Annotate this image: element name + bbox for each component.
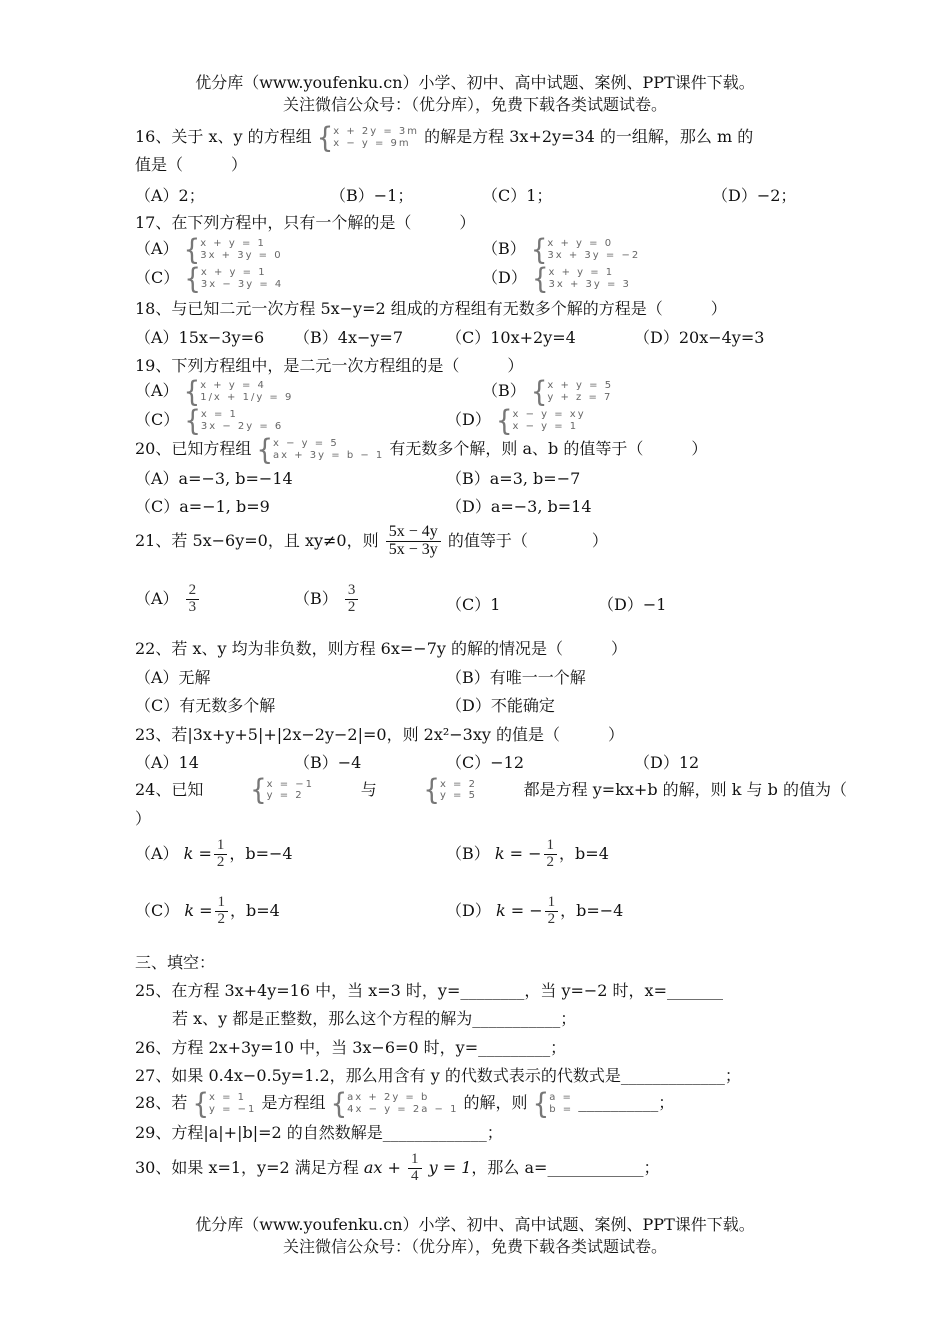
q18-stem: 18、与已知二元一次方程 5x−y=2 组成的方程组有无数多个解的方程是（ ） (135, 299, 727, 318)
q30-post-eq: y = 1 (428, 1157, 472, 1177)
q24-a-label: （A） (135, 843, 179, 863)
header-line-2: 关注微信公众号：（优分库），免费下载各类试题试卷。 (282, 95, 667, 114)
q19-b-eq2: y + z = 7 (547, 391, 613, 403)
q19-option-b (482, 375, 614, 408)
q21-option-c: （C）1 (446, 595, 501, 614)
q17-a-label: （A） (135, 239, 179, 258)
q20-pre: 20、已知方程组 (135, 439, 252, 458)
q23-option-c: （C）−12 (446, 753, 525, 772)
q30-frac (408, 1152, 422, 1185)
q24-a-frac (214, 838, 228, 871)
q16-line2: 值是（ ） (135, 155, 248, 174)
q28-system-3: { a = b = (532, 1087, 574, 1120)
q21-fraction (386, 524, 441, 559)
q24-b-k: k = − (494, 843, 542, 863)
q24-s1-eq1: x = −1 (266, 778, 315, 790)
q24-option-a (135, 838, 293, 871)
q19-a-eq2: 1/x + 1/y = 9 (200, 391, 294, 403)
q17-option-a (135, 233, 283, 266)
question-24 (135, 773, 847, 807)
q24-b-frac (544, 838, 558, 871)
q17-b-system: { x + y = 0 3x + 3y = −2 (530, 233, 641, 266)
q21-option-d: （D）−1 (598, 595, 667, 614)
q30-pre: 30、如果 x=1，y=2 满足方程 (135, 1157, 359, 1177)
q24-a-k: k = (183, 843, 212, 863)
q17-d-system: { x + y = 1 3x + 3y = 3 (531, 262, 631, 295)
q24-c-den: 2 (217, 910, 226, 927)
q17-a-system: { x + y = 1 3x + 3y = 0 (183, 233, 283, 266)
q24-s2-eq2: y = 5 (439, 790, 477, 801)
q21-b-den: 2 (347, 598, 356, 615)
q23-stem: 23、若|3x+y+5|+|2x−2y−2|=0，则 2x²−3xy 的值是（ ） (135, 725, 625, 744)
q24-c-k: k = (184, 900, 213, 920)
q17-d-label: （D） (482, 268, 527, 287)
q21-post: 的值等于（ ） (447, 530, 608, 550)
q16-option-d: （D）−2； (712, 186, 797, 205)
section-3-title: 三、填空： (135, 953, 216, 972)
q19-c-eq1: x = 1 (200, 409, 238, 420)
q19-a-system: { x + y = 4 1/x + 1/y = 9 (183, 375, 294, 408)
q24-s1-eq2: y = 2 (266, 790, 304, 801)
q17-c-eq1: x + y = 1 (200, 267, 267, 278)
q27: 27、如果 0.4x−0.5y=1.2，那么用含有 y 的代数式表示的代数式是_____________； (135, 1066, 741, 1085)
q24-a-num: 1 (214, 838, 228, 855)
q20-post: 有无数多个解，则 a、b 的值等于（ ） (389, 439, 708, 458)
q23-option-d: （D）12 (634, 753, 700, 772)
q22-option-b: （B）有唯一一个解 (446, 668, 586, 687)
q21-b-frac (345, 583, 359, 616)
q18-option-d: （D）20x−4y=3 (634, 328, 765, 347)
q21-a-num: 2 (186, 583, 200, 600)
q16-pre: 16、关于 x、y 的方程组 (135, 127, 312, 146)
q17-d-eq2: 3x + 3y = 3 (548, 278, 631, 290)
q19-a-label: （A） (135, 381, 179, 400)
q25-line1: 25、在方程 3x+4y=16 中，当 x=3 时，y=________，当 y=−2 时，x=_______ (135, 981, 723, 1000)
q21-pre: 21、若 5x−6y=0，且 xy≠0，则 (135, 530, 379, 550)
q16-option-c: （C）1； (482, 186, 553, 205)
q24-d-den: 2 (547, 910, 556, 927)
q28-blank: __________； (578, 1093, 675, 1112)
q16-post: 的解是方程 3x+2y=34 的一组解，那么 m 的 (424, 127, 754, 146)
q24-option-b (446, 838, 609, 871)
q17-option-c (135, 262, 284, 295)
q17-c-eq2: 3x − 3y = 4 (200, 278, 284, 290)
q24-d-frac (545, 895, 559, 928)
q18-option-c: （C）10x+2y=4 (446, 328, 576, 347)
q17-c-label: （C） (135, 268, 180, 287)
q21-a-frac (186, 583, 200, 616)
q20-option-d: （D）a=−3, b=14 (446, 497, 592, 516)
q28-s3-eq1: a = (549, 1092, 573, 1103)
q28-pre: 28、若 (135, 1093, 188, 1112)
q21-option-b (294, 583, 360, 616)
q21-a-label: （A） (135, 588, 179, 608)
q21-a-den: 3 (188, 598, 197, 615)
q16-eq1: x + 2y = 3m (333, 126, 420, 137)
q19-d-eq2: x − y = 1 (512, 420, 579, 432)
q28-s1-eq1: x = 1 (209, 1092, 247, 1103)
q19-c-eq2: 3x − 2y = 6 (200, 420, 284, 432)
q24-system-1: { x = −1 y = 2 (250, 773, 315, 807)
q28-mid: 是方程组 (261, 1093, 326, 1112)
q24-d-num: 1 (545, 895, 559, 912)
q28-s3-eq2: b = (549, 1103, 574, 1115)
q24-b-label: （B） (446, 843, 490, 863)
q30-post: ，那么 a=____________； (471, 1157, 660, 1177)
q24-post: 都是方程 y=kx+b 的解，则 k 与 b 的值为（ (523, 780, 847, 799)
q19-stem: 19、下列方程组中，是二元一次方程组的是（ ） (135, 356, 524, 375)
q28-s2-eq1: ax + 2y = b (347, 1092, 430, 1103)
q21-frac-den: 5x − 3y (388, 540, 438, 558)
q18-option-a: （A）15x−3y=6 (135, 328, 265, 347)
q30-den: 4 (411, 1167, 419, 1184)
q24-d-b: ，b=−4 (560, 900, 624, 920)
q16-option-a: （A）2； (135, 186, 205, 205)
q28-s2-eq2: 4x − y = 2a − 1 (347, 1103, 459, 1115)
q21-frac-num: 5x − 4y (386, 524, 441, 542)
q17-b-eq2: 3x + 3y = −2 (547, 249, 641, 261)
q24-d-label: （D） (446, 900, 491, 920)
q19-c-label: （C） (135, 410, 180, 429)
q19-b-label: （B） (482, 381, 526, 400)
q24-b-num: 1 (544, 838, 558, 855)
q24-c-frac (215, 895, 229, 928)
q24-a-den: 2 (216, 853, 225, 870)
q20-eq2: ax + 3y = b − 1 (273, 449, 385, 461)
q24-d-k: k = − (495, 900, 543, 920)
q24-c-label: （C） (135, 900, 180, 920)
q28-system-2: { ax + 2y = b 4x − y = 2a − 1 (330, 1087, 459, 1120)
q19-a-eq1: x + y = 4 (200, 380, 266, 391)
footer-line-1: 优分库（www.youfenku.cn）小学、初中、高中试题、案例、PPT课件下载。 (195, 1215, 755, 1234)
q28-system-1: { x = 1 y = −1 (192, 1087, 257, 1120)
q24-pre: 24、已知 (135, 780, 204, 799)
q24-c-b: ，b=4 (230, 900, 280, 920)
q20-option-a: （A）a=−3, b=−14 (135, 469, 293, 488)
q29: 29、方程|a|+|b|=2 的自然数解是_____________； (135, 1123, 503, 1142)
q18-option-b: （B）4x−y=7 (294, 328, 403, 347)
question-20 (135, 433, 708, 466)
q22-option-c: （C）有无数多个解 (135, 696, 276, 715)
q24-line2: ） (135, 809, 152, 828)
q30-num: 1 (408, 1152, 422, 1169)
q24-system-2: { x = 2 y = 5 (423, 773, 477, 807)
q24-option-c (135, 895, 280, 928)
q17-option-b (482, 233, 641, 266)
question-30 (135, 1152, 659, 1185)
q17-stem: 17、在下列方程中，只有一个解的是（ ） (135, 213, 476, 232)
q25-line2: 若 x、y 都是正整数，那么这个方程的解为___________； (172, 1009, 577, 1028)
q21-option-a (135, 583, 201, 616)
q17-c-system: { x + y = 1 3x − 3y = 4 (184, 262, 284, 295)
question-28 (135, 1087, 675, 1120)
q28-post: 的解，则 (463, 1093, 528, 1112)
q17-b-eq1: x + y = 0 (547, 238, 614, 249)
header-line-1: 优分库（www.youfenku.cn）小学、初中、高中试题、案例、PPT课件下载。 (195, 73, 755, 92)
q24-option-d (446, 895, 623, 928)
q19-d-label: （D） (446, 410, 491, 429)
q17-b-label: （B） (482, 239, 526, 258)
q28-s1-eq2: y = −1 (209, 1103, 257, 1115)
question-16 (135, 121, 754, 154)
q17-a-eq1: x + y = 1 (200, 238, 266, 249)
q24-s2-eq1: x = 2 (439, 778, 477, 790)
q24-a-b: ，b=−4 (229, 843, 293, 863)
q24-mid: 与 (360, 780, 377, 799)
q20-option-c: （C）a=−1, b=9 (135, 497, 270, 516)
q19-b-system: { x + y = 5 y + z = 7 (530, 375, 614, 408)
q20-option-b: （B）a=3, b=−7 (446, 469, 581, 488)
q17-a-eq2: 3x + 3y = 0 (200, 249, 283, 261)
q21-b-label: （B） (294, 588, 338, 608)
q20-system: { x − y = 5 ax + 3y = b − 1 (256, 433, 385, 466)
q19-option-d (446, 404, 586, 437)
footer-line-2: 关注微信公众号：（优分库），免费下载各类试题试卷。 (282, 1237, 667, 1256)
q19-option-a (135, 375, 294, 408)
q22-option-d: （D）不能确定 (446, 696, 555, 715)
q30-ax: ax + (363, 1157, 401, 1177)
q21-b-num: 3 (345, 583, 359, 600)
q22-option-a: （A）无解 (135, 668, 211, 687)
q19-c-system: { x = 1 3x − 2y = 6 (184, 404, 284, 437)
q22-stem: 22、若 x、y 均为非负数，则方程 6x=−7y 的解的情况是（ ） (135, 639, 628, 658)
q19-option-c (135, 404, 284, 437)
q16-option-b: （B）−1； (330, 186, 414, 205)
q24-c-num: 1 (215, 895, 229, 912)
q19-d-eq1: x − y = xy (512, 409, 586, 420)
q23-option-b: （B）−4 (294, 753, 362, 772)
q19-b-eq1: x + y = 5 (547, 380, 614, 391)
q17-d-eq1: x + y = 1 (548, 267, 615, 278)
q26: 26、方程 2x+3y=10 中，当 3x−6=0 时，y=_________； (135, 1038, 567, 1057)
q24-b-den: 2 (546, 853, 555, 870)
q19-d-system: { x − y = xy x − y = 1 (495, 404, 586, 437)
q17-option-d (482, 262, 631, 295)
question-21 (135, 524, 608, 559)
q24-b-b: ，b=4 (559, 843, 609, 863)
q16-eq2: x − y = 9m (333, 137, 411, 149)
q16-system: { x + 2y = 3m x − y = 9m (316, 121, 420, 154)
q20-eq1: x − y = 5 (273, 438, 339, 449)
q23-option-a: （A）14 (135, 753, 199, 772)
